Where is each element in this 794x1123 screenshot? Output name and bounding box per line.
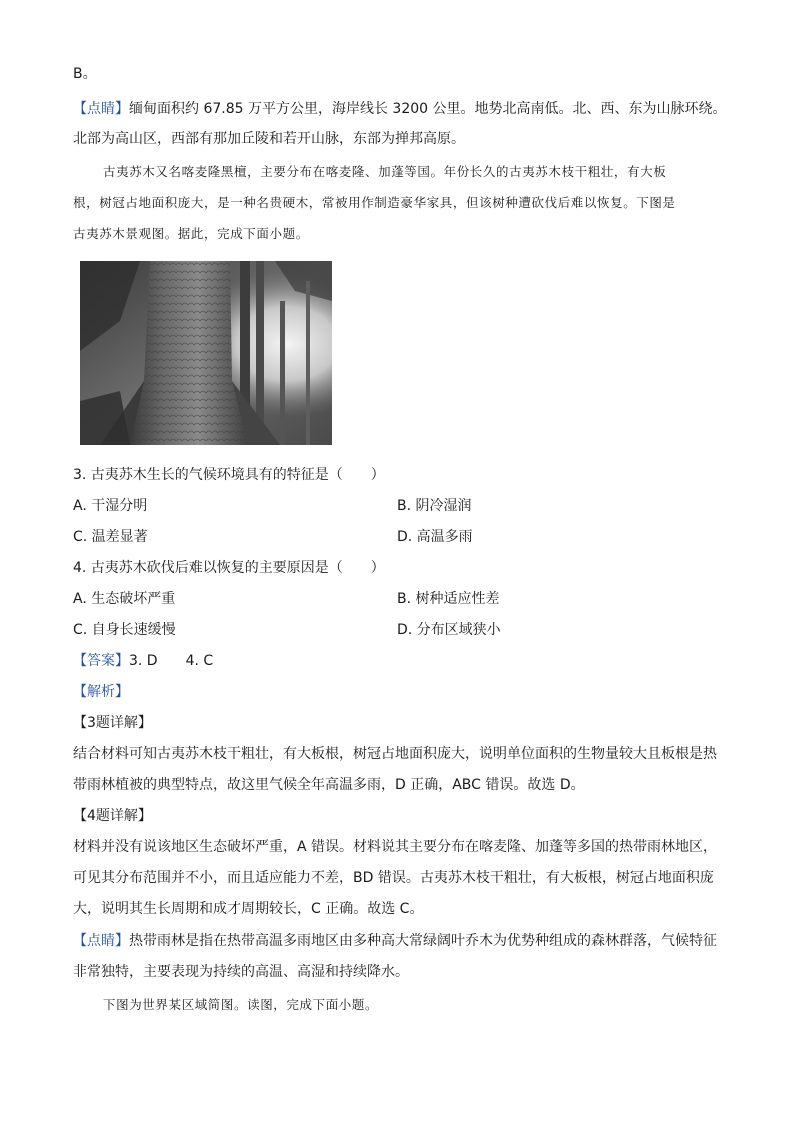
- next-intro: 下图为世界某区域简图。读图，完成下面小题。: [103, 997, 379, 1012]
- detail4-tag: 【4题详解】: [73, 808, 152, 824]
- detail3-line1: 结合材料可知古夷苏木枝干粗壮，有大板根，树冠占地面积庞大，说明单位面积的生物量较大且板根是热: [73, 746, 717, 762]
- q4-option-d: D. 分布区域狭小: [397, 622, 501, 638]
- detail4-line3: 大，说明其生长周期和成才周期较长，C 正确。故选 C。: [73, 901, 424, 917]
- detail4-line2: 可见其分布范围并不小，而且适应能力不差，BD 错误。古夷苏木枝干粗壮，有大板根，树冠占地面积庞: [73, 870, 714, 886]
- question-4-stem: 4. 古夷苏木砍伐后难以恢复的主要原因是（ ）: [73, 560, 385, 576]
- detail3-line2: 带雨林植被的典型特点，故这里气候全年高温多雨，D 正确，ABC 错误。故选 D。: [73, 777, 585, 793]
- dianjing2-line1: 热带雨林是指在热带高温多雨地区由多种高大常绿阔叶乔木为优势种组成的森林群落，气候特征: [129, 933, 717, 949]
- question-3-stem: 3. 古夷苏木生长的气候环境具有的特征是（ ）: [73, 467, 385, 483]
- q3-option-a: A. 干湿分明: [73, 498, 148, 514]
- dianjing2-line2: 非常独特，主要表现为持续的高温、高湿和持续降水。: [73, 964, 409, 980]
- detail4-line1: 材料并没有说该地区生态破坏严重，A 错误。材料说其主要分布在喀麦隆、加蓬等多国的热带雨林地区，: [73, 839, 718, 855]
- answer-tag: 【答案】: [73, 653, 129, 669]
- q3-option-d: D. 高温多雨: [397, 529, 473, 545]
- dianjing2-tag: 【点睛】: [73, 933, 129, 949]
- material-line3: 古夷苏木景观图。据此，完成下面小题。: [73, 226, 309, 241]
- dianjing-text-line1: 缅甸面积约 67.85 万平方公里，海岸线长 3200 公里。地势北高南低。北、西、东为山脉环绕。: [129, 101, 727, 117]
- q3-option-b: B. 阴冷湿润: [397, 498, 472, 514]
- tree-photo-graphic: [80, 261, 332, 445]
- material-line1: 古夷苏木又名喀麦隆黑檀，主要分布在喀麦隆、加蓬等国。年份长久的古夷苏木枝干粗壮，有大板: [103, 164, 667, 179]
- q4-option-a: A. 生态破坏严重: [73, 591, 176, 607]
- q4-option-c: C. 自身长速缓慢: [73, 622, 176, 638]
- dianjing-tag: 【点睛】: [73, 101, 129, 117]
- detail3-tag: 【3题详解】: [73, 715, 152, 731]
- answer-b-line: B。: [73, 66, 97, 82]
- jiexi-tag: 【解析】: [73, 684, 129, 700]
- material-line2: 根，树冠占地面积庞大，是一种名贵硬木，常被用作制造豪华家具，但该树种遭砍伐后难以恢复。下图是: [73, 195, 676, 210]
- answer-text: 3. D 4. C: [129, 653, 214, 669]
- dianjing-text-line2: 北部为高山区，西部有那加丘陵和若开山脉，东部为掸邦高原。: [73, 131, 465, 147]
- dianjing-paragraph-1: [73, 99, 727, 119]
- dianjing-paragraph-2: [73, 931, 717, 951]
- answer-line: [73, 651, 213, 671]
- q3-option-c: C. 温差显著: [73, 529, 148, 545]
- q4-option-b: B. 树种适应性差: [397, 591, 500, 607]
- tree-landscape-photo: [80, 261, 332, 445]
